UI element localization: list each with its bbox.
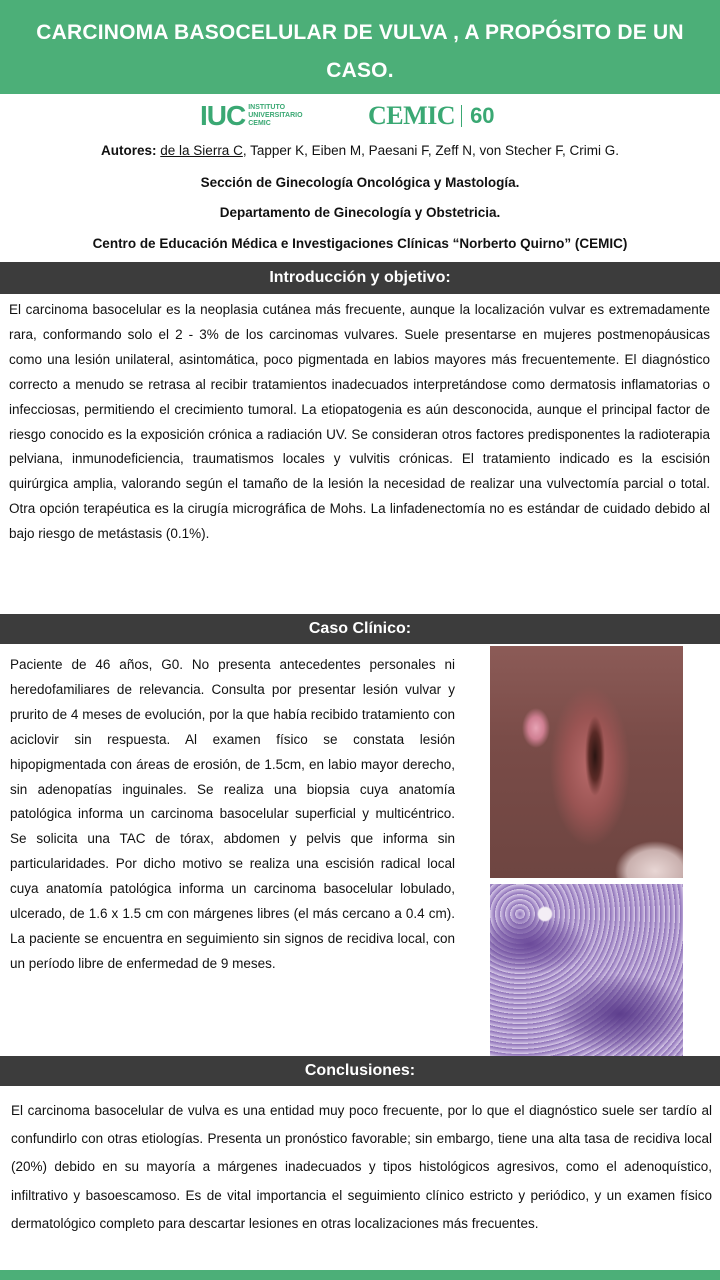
intro-header: Introducción y objetivo: xyxy=(0,262,720,294)
clinical-photo xyxy=(490,646,683,878)
cemic-60-years-mark: 60 xyxy=(470,103,495,128)
authors-label: Autores: xyxy=(101,143,157,158)
conclusions-paragraph: El carcinoma basocelular de vulva es una entidad muy poco frecuente, por lo que el diagnóstico suele ser tardío al confundirlo con otras etiologías. Presenta un pronóstico favorable; sin embargo, tiene una alta tasa de recidiva local (20%) debido en su mayoría a márgenes inadecuados y tipos histológicos agresivos, como el adenoquístico, infiltrativo y basoescamoso. Es de vital importancia el seguimiento clínico estricto y periódico, y un examen físico dermatológico completo para descartar lesiones en otras localizaciones más frecuentes. xyxy=(11,1103,712,1231)
affiliation-department: Departamento de Ginecología y Obstetricia. xyxy=(219,205,501,220)
case-header: Caso Clínico: xyxy=(0,614,720,644)
iuc-logo xyxy=(200,102,303,130)
iuc-logo-line-1: INSTITUTO xyxy=(248,104,286,111)
intro-paragraph: El carcinoma basocelular es la neoplasia cutánea más frecuente, aunque la localización vulvar es extremadamente rara, conformando solo el 2 - 3% de los carcinomas vulvares. Suele presentarse en mujeres postmenopáusicas como una lesión unilateral, asintomática, poco pigmentada en labios mayores más frecuentemente. El diagnóstico correcto a menudo se retrasa al recibir tratamientos inadecuados interpretándose como dermatosis inflamatorias o infecciosas, permitiendo el crecimiento tumoral. La etiopatogenia es aún desconocida, aunque el principal factor de riesgo conocido es la exposición crónica a radiación UV. Se consideran otros factores predisponentes la radioterapia pelviana, inmunodeficiencia, traumatismos locales y vulvitis crónicas. El tratamiento indicado es la escisión quirúrgica amplia, valorando según el tamaño de la lesión la necesidad de realizar una vulvectomía parcial o total. Otra opción terapéutica es la cirugía micrográfica de Mohs. La linfadenectomía no es estándar de cuidado debido al bajo riesgo de metástasis (0.1%). xyxy=(9,302,710,542)
iuc-logo-line-2: UNIVERSITARIO xyxy=(248,112,303,119)
title-banner xyxy=(0,0,720,94)
case-images xyxy=(484,644,690,1060)
other-authors: , Tapper K, Eiben M, Paesani F, Zeff N, von Stecher F, Crimi G. xyxy=(242,143,619,158)
cemic-logo-word: CEMIC xyxy=(368,101,456,130)
logo-row xyxy=(0,100,720,134)
iuc-logo-line-3: CEMIC xyxy=(248,120,271,127)
poster-title: CARCINOMA BASOCELULAR DE VULVA , A PROPÓSITO DE UN CASO. xyxy=(36,21,684,82)
affiliation-section: Sección de Ginecología Oncológica y Mastología. xyxy=(200,175,520,190)
cemic-logo-divider xyxy=(461,105,462,127)
histology-photo xyxy=(490,884,683,1056)
conclusions-header: Conclusiones: xyxy=(0,1056,720,1086)
iuc-logo-mark: IUC xyxy=(200,100,246,131)
affiliation-institution: Centro de Educación Médica e Investigaciones Clínicas “Norberto Quirno” (CEMIC) xyxy=(92,236,628,251)
cemic-logo xyxy=(368,102,495,130)
case-paragraph: Paciente de 46 años, G0. No presenta antecedentes personales ni heredofamiliares de relevancia. Consulta por presentar lesión vulvar y prurito de 4 meses de evolución, por la que había recibido tratamiento con aciclovir sin respuesta. Al examen físico se constata lesión hipopigmentada con áreas de erosión, de 1.5cm, en labio mayor derecho, sin adenopatías inguinales. Se realiza una biopsia cuya anatomía patológica informa un carcinoma basocelular superficial y multicéntrico. Se solicita una TAC de tórax, abdomen y pelvis que informa sin particularidades. Por dicho motivo se realiza una escisión radical local cuya anatomía patológica informa un carcinoma basocelular lobulado, ulcerado, de 1.6 x 1.5 cm con márgenes libres (el más cercano a 0.4 cm). La paciente se encuentra en seguimiento sin signos de recidiva local, con un período libre de enfermedad de 9 meses. xyxy=(10,657,455,971)
iuc-logo-text xyxy=(248,104,302,128)
first-author: de la Sierra C xyxy=(160,143,243,158)
footer-bar xyxy=(0,1270,720,1280)
author-line xyxy=(0,142,720,160)
